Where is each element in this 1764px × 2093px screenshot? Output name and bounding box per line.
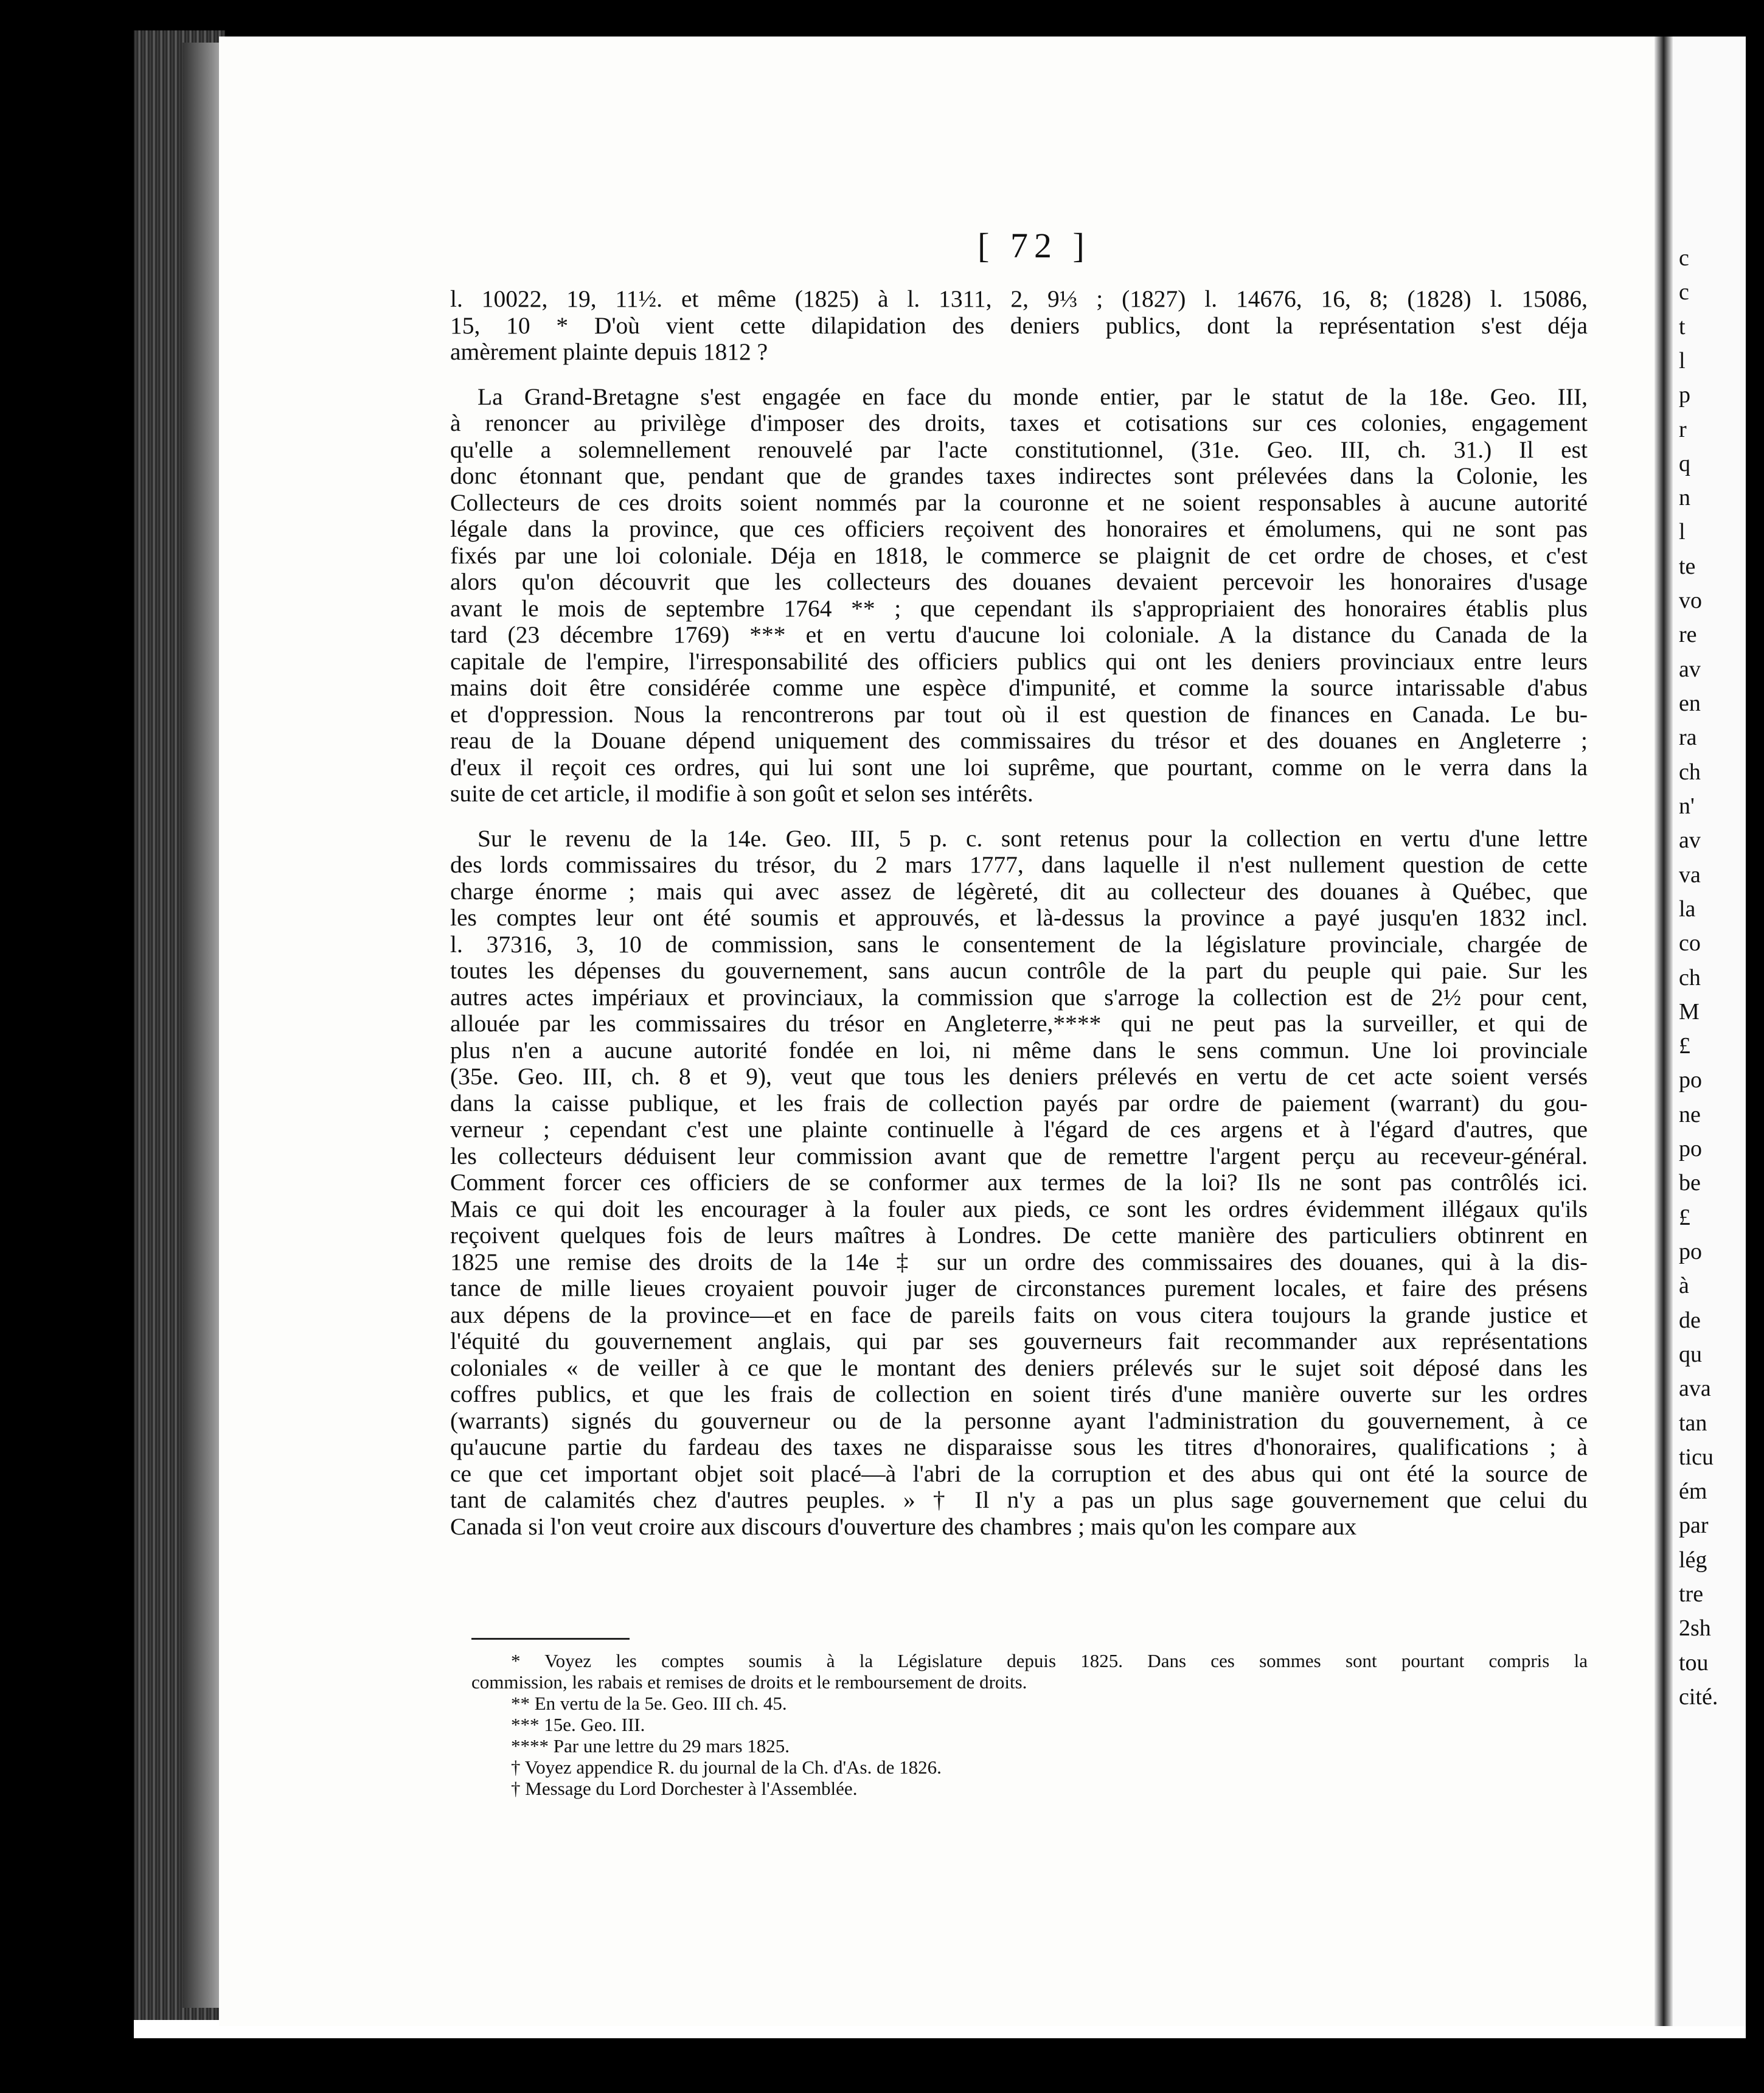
text-line: des lords commissaires du trésor, du 2 mars 1777, dans laquelle il n'est nullement question de cette <box>450 851 1588 878</box>
text-line: légale dans la province, que ces officiers reçoivent des honoraires et émolumens, qui ne sont pas <box>450 515 1588 542</box>
text-line: reau de la Douane dépend uniquement des commissaires du trésor et des douanes en Angleterre ; <box>450 727 1588 754</box>
paragraph-3 <box>450 826 1588 1541</box>
text-line: amèrement plainte depuis 1812 ? <box>450 338 768 365</box>
scan-border-bottom <box>0 2038 1764 2093</box>
footnote-line: * Voyez les comptes soumis à la Législature depuis 1825. Dans ces sommes sont pourtant compris la <box>511 1650 1588 1671</box>
text-line: dans la caisse publique, et les frais de collection payés par ordre de paiement (warrant) du gou- <box>450 1089 1588 1116</box>
footnotes <box>471 1650 1588 1799</box>
adjacent-page-letter: à <box>1679 1273 1689 1299</box>
text-line: 1825 une remise des droits de la 14e ‡ sur un ordre des commissaires des douanes, qui à la dis- <box>450 1248 1588 1275</box>
adjacent-page-letter: av <box>1679 656 1701 682</box>
adjacent-page-letter: re <box>1679 622 1697 648</box>
adjacent-page-letter: po <box>1679 1136 1702 1162</box>
adjacent-page-letter: tou <box>1679 1649 1709 1676</box>
adjacent-page-letter: va <box>1679 862 1701 888</box>
text-line: d'eux il reçoit ces ordres, qui lui sont une loi suprême, que pourtant, comme on le verra dans la <box>450 753 1588 781</box>
adjacent-page-letter: te <box>1679 553 1696 579</box>
text-line: avant le mois de septembre 1764 ** ; que cependant ils s'appropriaient des honoraires établis plus <box>450 594 1588 622</box>
scan-border-right <box>1746 0 1764 2093</box>
adjacent-page-letter: £ <box>1679 1204 1690 1230</box>
adjacent-page-fragment <box>1673 37 1746 2026</box>
text-line: Comment forcer ces officiers de se conformer aux termes de la loi? Ils ne sont pas contrôlés ici. <box>450 1169 1588 1196</box>
text-line: plus n'en a aucune autorité fondée en loi, ni même dans le sens commun. Une loi provinciale <box>450 1036 1588 1064</box>
book-gutter <box>1655 37 1673 2026</box>
text-line: qu'aucune partie du fardeau des taxes ne disparaisse sous les titres d'honoraires, qualifications ; à <box>450 1433 1588 1460</box>
text-line: verneur ; cependant c'est une plainte continuelle à l'égard de ces argens et à l'égard d'autres, que <box>450 1116 1588 1143</box>
adjacent-page-letter: r <box>1679 416 1687 442</box>
text-line: Canada si l'on veut croire aux discours d'ouverture des chambres ; mais qu'on les compare aux <box>450 1513 1357 1540</box>
paragraph-1 <box>450 286 1588 366</box>
adjacent-page-letter: p <box>1679 382 1690 408</box>
text-line: et d'oppression. Nous la rencontrerons par tout où il est question de finances en Canada. Le bu- <box>450 700 1588 728</box>
adjacent-page-letter: q <box>1679 450 1690 476</box>
adjacent-page-letter: l <box>1679 519 1686 545</box>
adjacent-page-letter: 2sh <box>1679 1615 1711 1642</box>
footnote-rule <box>471 1638 630 1640</box>
text-line: charge énorme ; mais qui avec assez de légèreté, dit au collecteur des douanes à Québec, que <box>450 877 1588 905</box>
adjacent-page-letter: ne <box>1679 1101 1701 1127</box>
adjacent-page-letter: c <box>1679 245 1689 271</box>
adjacent-page-letter: ch <box>1679 759 1701 785</box>
text-line: La Grand-Bretagne s'est engagée en face du monde entier, par le statut de la 18e. Geo. III, <box>477 383 1588 410</box>
text-line: les collecteurs déduisent leur commission avant que de remettre l'argent perçu au receveur-général. <box>450 1142 1588 1169</box>
text-line: Mais ce qui doit les encourager à la fouler aux pieds, ce sont les ordres évidemment illégaux qu'ils <box>450 1195 1588 1222</box>
adjacent-page-letter: qu <box>1679 1341 1702 1367</box>
adjacent-page-letter: be <box>1679 1170 1701 1196</box>
text-line: tard (23 décembre 1769) *** et en vertu d'aucune loi coloniale. A la distance du Canada de la <box>450 621 1588 648</box>
text-line: autres actes impériaux et provinciaux, la commission que s'arroge la collection est de 2½ pour cent, <box>450 983 1588 1011</box>
text-line: alors qu'on découvrit que les collecteurs des douanes devaient percevoir les honoraires d'usage <box>450 568 1588 595</box>
footnote-line: ** En vertu de la 5e. Geo. III ch. 45. <box>511 1693 787 1714</box>
text-line: toutes les dépenses du gouvernement, sans aucun contrôle de la part du peuple qui paie. Sur les <box>450 957 1588 984</box>
scan-border-left <box>0 0 134 2093</box>
text-line: capitale de l'empire, l'irresponsabilité des officiers publics qui ont les deniers provinciaux entre leurs <box>450 647 1588 675</box>
body-text <box>450 286 1588 1540</box>
adjacent-page-letter: lég <box>1679 1547 1707 1573</box>
text-line: coffres publics, et que les frais de collection en soient tirés d'une manière ouverte sur les ordres <box>450 1381 1588 1407</box>
text-line: l'équité du gouvernement anglais, qui par ses gouverneurs fait recommander aux représentations <box>450 1328 1588 1354</box>
text-line: tance de mille lieues croyaient pouvoir juger de circonstances purement locales, et faire des présens <box>450 1275 1588 1301</box>
text-line: l. 37316, 3, 10 de commission, sans le consentement de la législature provinciale, chargée de <box>450 930 1588 958</box>
adjacent-page-letter: de <box>1679 1307 1701 1333</box>
text-line: reçoivent quelques fois de leurs maîtres à Londres. De cette manière des particuliers obtinrent en <box>450 1222 1588 1248</box>
adjacent-page-letter: ticu <box>1679 1444 1714 1470</box>
adjacent-page-letter: n <box>1679 485 1690 511</box>
adjacent-page-letter: ra <box>1679 725 1697 751</box>
text-line: ce que cet important objet soit placé—à l'abri de la corruption et des abus qui ont été la source de <box>450 1460 1588 1487</box>
adjacent-page-letter: av <box>1679 827 1701 854</box>
text-line: fixés par une loi coloniale. Déja en 1818, le commerce se plaignit de cet ordre de choses, et c'est <box>450 542 1588 569</box>
text-line: coloniales « de veiller à ce que le montant des deniers prélevés sur le sujet soit déposé dans les <box>450 1354 1588 1381</box>
adjacent-page-letter: ava <box>1679 1376 1711 1402</box>
text-line: (warrants) signés du gouverneur ou de la personne ayant l'administration du gouvernement, à ce <box>450 1407 1588 1434</box>
text-line: à renoncer au privilège d'imposer des droits, taxes et cotisations sur ces colonies, engagement <box>450 409 1588 436</box>
text-line: mains doit être considérée comme une espèce d'impunité, et comme la source intarissable d'abus <box>450 674 1588 701</box>
text-line: l. 10022, 19, 11½. et même (1825) à l. 1311, 2, 9⅓ ; (1827) l. 14676, 16, 8; (1828) l. 15086, <box>450 285 1588 312</box>
adjacent-page-letter: c <box>1679 279 1689 305</box>
adjacent-page-letter: £ <box>1679 1033 1690 1059</box>
footnote-line: † Voyez appendice R. du journal de la Ch. d'As. de 1826. <box>511 1757 942 1778</box>
adjacent-page-letter: par <box>1679 1513 1709 1539</box>
adjacent-page-letter: en <box>1679 691 1701 717</box>
page-number: [ 72 ] <box>977 226 1091 265</box>
text-line: Collecteurs de ces droits soient nommés par la couronne et ne soient responsables à aucune autorité <box>450 489 1588 516</box>
footnote-line: commission, les rabais et remises de droits et le remboursement de droits. <box>471 1671 1027 1693</box>
text-line: les comptes leur ont été soumis et approuvés, et là-dessus la province a payé jusqu'en 1832 incl. <box>450 904 1588 931</box>
adjacent-page-letter: po <box>1679 1238 1702 1264</box>
text-line: tant de calamités chez d'autres peuples. » † Il n'y a pas un plus sage gouvernement que celui du <box>450 1486 1588 1513</box>
adjacent-page-letter: n' <box>1679 793 1695 819</box>
adjacent-page-letter: ém <box>1679 1478 1707 1505</box>
text-line: qu'elle a solemnellement renouvelé par l'acte constitutionnel, (31e. Geo. III, ch. 31.) Il est <box>450 436 1588 463</box>
adjacent-page-letter: t <box>1679 313 1686 340</box>
scan-border-top <box>0 0 1764 37</box>
text-line: aux dépens de la province—et en face de pareils faits on vous citera toujours la grande justice et <box>450 1301 1588 1328</box>
adjacent-page-letter: ch <box>1679 964 1701 991</box>
adjacent-page-letter: tan <box>1679 1410 1707 1436</box>
text-line: Sur le revenu de la 14e. Geo. III, 5 p. c. sont retenus pour la collection en vertu d'une lettre <box>477 824 1588 852</box>
footnote-line: *** 15e. Geo. III. <box>511 1714 645 1735</box>
text-line: donc étonnant que, pendant que de grandes taxes indirectes sont prélevées dans la Colonie, les <box>450 462 1588 489</box>
text-line: suite de cet article, il modifie à son goût et selon ses intérêts. <box>450 780 1033 807</box>
text-line: (35e. Geo. III, ch. 8 et 9), veut que tous les deniers prélevés en vertu de cet acte soient versés <box>450 1063 1588 1090</box>
adjacent-page-letter: M <box>1679 998 1700 1025</box>
adjacent-page-letter: co <box>1679 930 1701 956</box>
adjacent-page-letter: la <box>1679 896 1696 922</box>
text-line: 15, 10 * D'où vient cette dilapidation des deniers publics, dont la représentation s'est déja <box>450 312 1588 339</box>
adjacent-page-letter: po <box>1679 1067 1702 1093</box>
footnote-line: **** Par une lettre du 29 mars 1825. <box>511 1735 790 1757</box>
adjacent-page-letter: tre <box>1679 1581 1704 1607</box>
text-line: allouée par les commissaires du trésor en Angleterre,**** qui ne peut pas la surveiller, et qui de <box>450 1010 1588 1037</box>
paragraph-2 <box>450 384 1588 807</box>
adjacent-page-letter: vo <box>1679 588 1702 614</box>
adjacent-page-letter: cité. <box>1679 1684 1718 1710</box>
adjacent-page-letter: l <box>1679 347 1686 374</box>
footnote-line: † Message du Lord Dorchester à l'Assemblée. <box>511 1778 858 1799</box>
